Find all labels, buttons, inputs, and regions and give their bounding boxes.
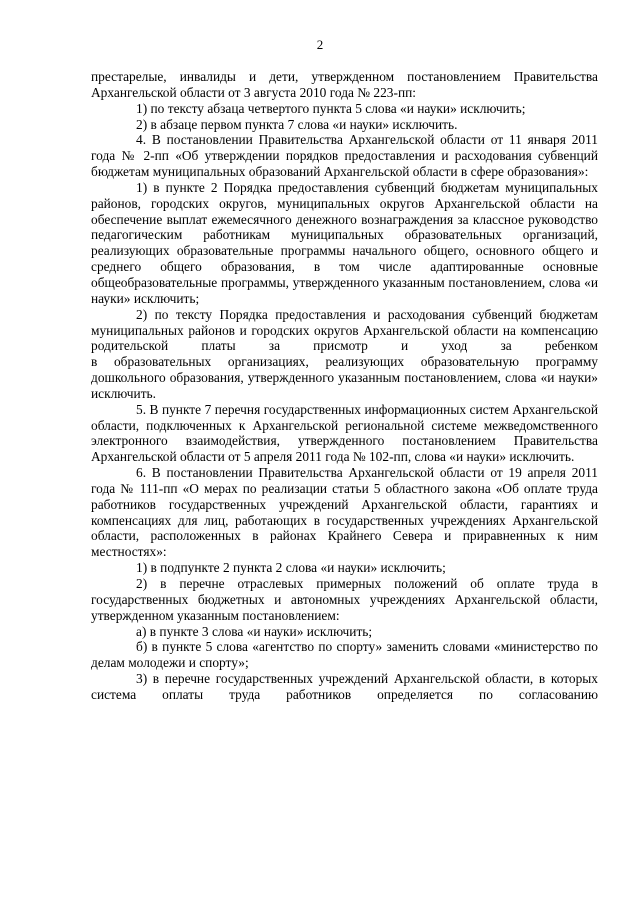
paragraph: 6. В постановлении Правительства Архангельской области от 19 апреля 2011 года № 111-пп «О мерах по реализации статьи 5 областного закона «Об оплате труда работников государственных учреждений Архангельской области, гарантиях и компенсациях для лиц, работающих в государственных учреждениях Архангельской области, расположенных в районах Крайнего Севера и приравненных к ним местностях»: xyxy=(91,465,598,560)
paragraph: 1) в подпункте 2 пункта 2 слова «и науки» исключить; xyxy=(136,560,446,576)
paragraph: 1) в пункте 2 Порядка предоставления субвенций бюджетам муниципальных районов, городских округов, муниципальных округов Архангельской области на обеспечение выплат ежемесячного денежного вознаграждения за классное руководство педагогическим работникам муниципальных образовательных организаций, реализующих образовательные программы начального общего, основного общего и среднего общего образования, в том числе адаптированные основные общеобразовательные программы, утвержденного указанным постановлением, слова «и науки» исключить; xyxy=(91,179,598,306)
paragraph: б) в пункте 5 слова «агентство по спорту» заменить словами «министерство по делам молодежи и спорту»; xyxy=(91,639,598,671)
paragraph: 2) в перечне отраслевых примерных положений об оплате труда в государственных бюджетных и автономных учреждениях Архангельской области, утвержденном указанным постановлением: xyxy=(91,576,598,623)
paragraph: 3) в перечне государственных учреждений Архангельской области, в которых система оплаты труда работников определяется по согласованию xyxy=(91,671,598,702)
paragraph: в образовательных организациях, реализующих образовательную программу дошкольного образования, утвержденного указанным постановлением, слова «и науки» исключить. xyxy=(91,354,598,401)
document-body xyxy=(91,69,598,703)
paragraph: 2) в абзаце первом пункта 7 слова «и науки» исключить. xyxy=(136,116,458,132)
paragraph: 4. В постановлении Правительства Архангельской области от 11 января 2011 года № 2-пп «Об утверждении порядков предоставления и расходования субвенций бюджетам муниципальных образований Архангельской области в сфере образования»: xyxy=(91,132,598,180)
page-number: 2 xyxy=(316,37,324,52)
paragraph: 2) по тексту Порядка предоставления и расходования субвенций бюджетам муниципальных районов и городских округов Архангельской области на компенсацию родительской платы за присмотр и уход за ребенком xyxy=(91,306,598,354)
paragraph: 1) по тексту абзаца четвертого пункта 5 слова «и науки» исключить; xyxy=(136,100,526,116)
paragraph: а) в пункте 3 слова «и науки» исключить; xyxy=(136,623,373,639)
paragraph: престарелые, инвалиды и дети, утвержденном постановлением Правительства Архангельской области от 3 августа 2010 года № 223-пп: xyxy=(91,69,598,100)
paragraph: 5. В пункте 7 перечня государственных информационных систем Архангельской области, подключенных к Архангельской региональной системе межведомственного электронного взаимодействия, утвержденного постановлением Правительства Архангельской области от 5 апреля 2011 года № 102-пп, слова «и науки» исключить. xyxy=(91,401,598,465)
